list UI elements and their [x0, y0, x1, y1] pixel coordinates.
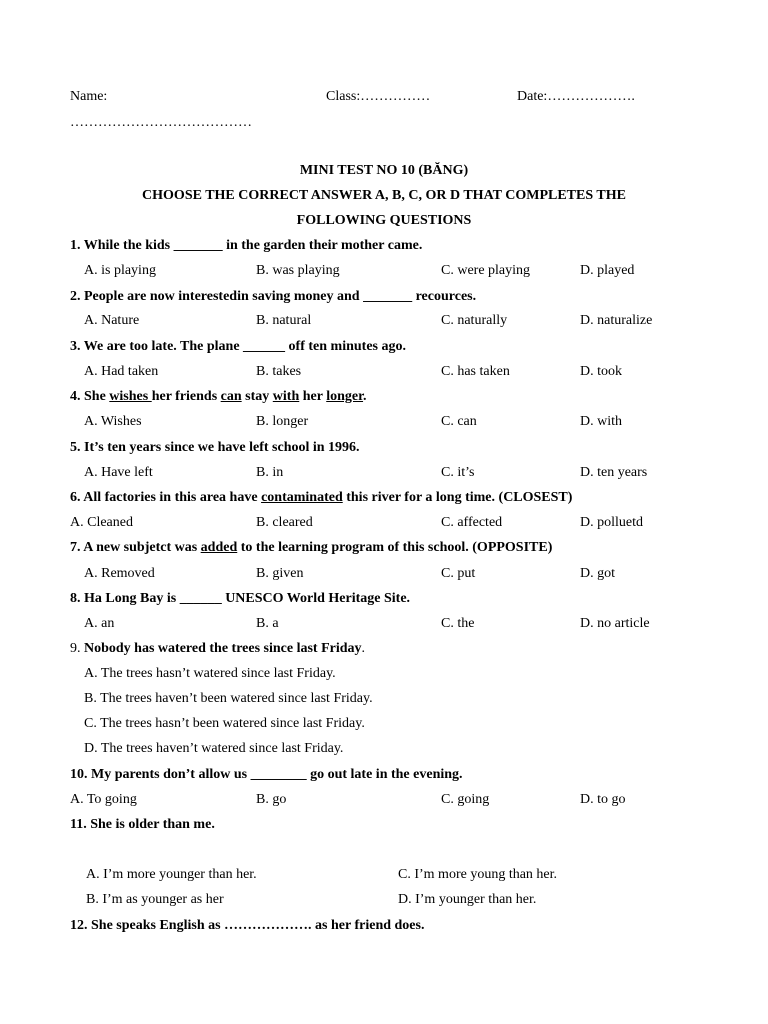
question-7 — [70, 539, 552, 557]
q2-option-c: C. naturally — [441, 313, 508, 328]
q10-option-c: C. going — [441, 792, 490, 807]
q9-number: 9. — [70, 641, 84, 656]
q5-option-b: B. in — [256, 465, 284, 480]
q1-option-c: C. were playing — [441, 263, 531, 278]
q4-underlined-wishes: wishes — [109, 389, 152, 404]
class-label: Class:…………… — [326, 89, 431, 104]
q11-option-a: A. I’m more younger than her. — [86, 867, 257, 882]
instructions-line-1: CHOOSE THE CORRECT ANSWER A, B, C, OR D THAT COMPLETES THE — [142, 188, 626, 203]
q9-option-a: A. The trees hasn’t watered since last Friday. — [84, 666, 336, 681]
q7-option-c: C. put — [441, 566, 476, 581]
question-4 — [70, 388, 367, 406]
question-6 — [70, 489, 572, 507]
q3-option-c: C. has taken — [441, 364, 510, 379]
question-2: 2. People are now interestedin saving money and _______ recources. — [70, 289, 477, 304]
instructions-line-2: FOLLOWING QUESTIONS — [296, 213, 472, 228]
q9-end: . — [361, 641, 366, 656]
question-10: 10. My parents don’t allow us ________ go out late in the evening. — [70, 767, 463, 782]
q6-text: 6. All factories in this area have — [70, 490, 262, 505]
q4-text: her — [299, 389, 327, 404]
q6-option-a: A. Cleaned — [70, 515, 133, 530]
dots-line: ………………………………… — [70, 115, 252, 130]
q9-text: Nobody has watered the trees since last Friday — [84, 641, 362, 656]
q9-option-c: C. The trees hasn’t been watered since last Friday. — [84, 716, 365, 731]
q4-underlined-with: with — [272, 389, 300, 404]
question-1: 1. While the kids _______ in the garden their mother came. — [70, 238, 423, 253]
q4-text: her friends — [151, 389, 221, 404]
q9-option-d: D. The trees haven’t watered since last Friday. — [84, 741, 344, 756]
q9-option-b: B. The trees haven’t been watered since last Friday. — [84, 691, 373, 706]
q3-option-a: A. Had taken — [84, 364, 159, 379]
q5-option-d: D. ten years — [580, 465, 648, 480]
q4-option-b: B. longer — [256, 414, 309, 429]
question-5: 5. It’s ten years since we have left school in 1996. — [70, 440, 360, 455]
q2-option-b: B. natural — [256, 313, 312, 328]
q4-underlined-can: can — [220, 389, 242, 404]
q3-option-d: D. took — [580, 364, 622, 379]
q5-option-a: A. Have left — [84, 465, 153, 480]
q4-option-a: A. Wishes — [84, 414, 142, 429]
q7-underlined-word: added — [200, 540, 238, 555]
question-12: 12. She speaks English as ………………. as her friend does. — [70, 918, 425, 933]
q6-option-d: D. polluetd — [580, 515, 643, 530]
q4-text: stay — [241, 389, 273, 404]
q7-option-d: D. got — [580, 566, 615, 581]
question-9 — [70, 640, 365, 658]
q7-text: 7. A new subjetct was — [70, 540, 201, 555]
q10-option-b: B. go — [256, 792, 287, 807]
q4-underlined-longer: longer — [326, 389, 364, 404]
q5-option-c: C. it’s — [441, 465, 475, 480]
q11-option-b: B. I’m as younger as her — [86, 892, 224, 907]
q6-option-b: B. cleared — [256, 515, 313, 530]
question-8: 8. Ha Long Bay is ______ UNESCO World Heritage Site. — [70, 591, 411, 606]
q6-option-c: C. affected — [441, 515, 503, 530]
q1-option-b: B. was playing — [256, 263, 340, 278]
question-11: 11. She is older than me. — [70, 817, 215, 832]
q8-option-a: A. an — [84, 616, 115, 631]
q8-option-c: C. the — [441, 616, 475, 631]
q1-option-a: A. is playing — [84, 263, 156, 278]
test-title: MINI TEST NO 10 (BĂNG) — [299, 163, 469, 178]
q10-option-a: A. To going — [70, 792, 137, 807]
q1-option-d: D. played — [580, 263, 635, 278]
q3-option-b: B. takes — [256, 364, 302, 379]
q10-option-d: D. to go — [580, 792, 626, 807]
q7-text: to the learning program of this school. (OPPOSITE) — [237, 540, 553, 555]
q7-option-b: B. given — [256, 566, 304, 581]
q6-text: this river for a long time. (CLOSEST) — [342, 490, 573, 505]
q4-text: 4. She — [70, 389, 110, 404]
q2-option-d: D. naturalize — [580, 313, 653, 328]
q11-option-c: C. I’m more young than her. — [398, 867, 558, 882]
name-label: Name: — [70, 89, 108, 104]
q11-option-d: D. I’m younger than her. — [398, 892, 537, 907]
question-3: 3. We are too late. The plane ______ off ten minutes ago. — [70, 339, 406, 354]
q4-option-c: C. can — [441, 414, 477, 429]
q4-option-d: D. with — [580, 414, 622, 429]
q8-option-d: D. no article — [580, 616, 650, 631]
date-label: Date:………………. — [517, 89, 635, 104]
q4-text: . — [363, 389, 367, 404]
q6-underlined-word: contaminated — [261, 490, 343, 505]
q8-option-b: B. a — [256, 616, 279, 631]
q7-option-a: A. Removed — [84, 566, 155, 581]
q2-option-a: A. Nature — [84, 313, 140, 328]
